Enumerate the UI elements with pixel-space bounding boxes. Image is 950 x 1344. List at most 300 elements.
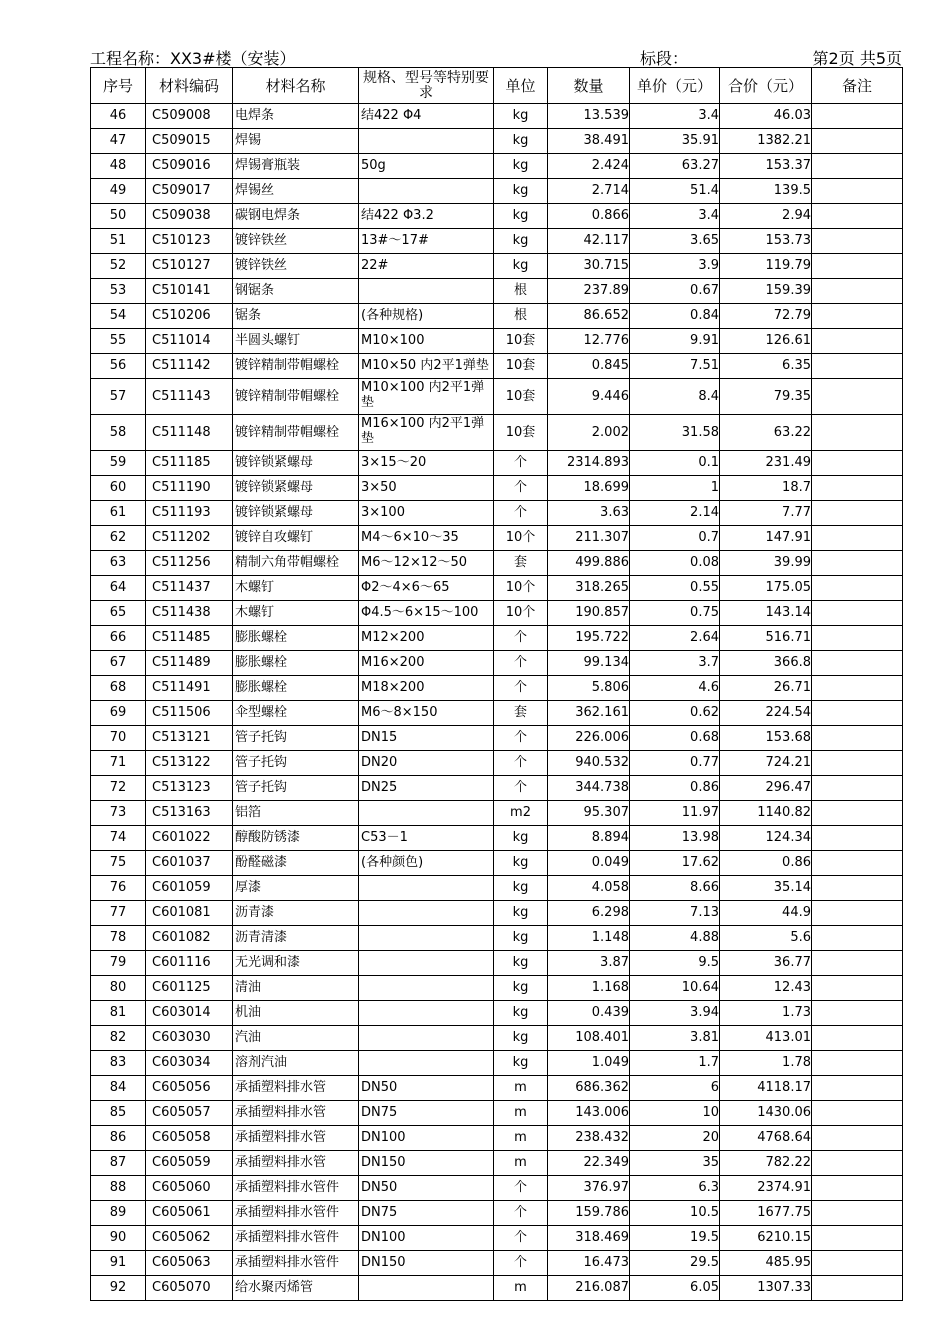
total-price-cell: 1.73 — [720, 1001, 812, 1026]
specification-cell: M6～12×12～50 — [359, 551, 494, 576]
row-number-cell: 71 — [91, 751, 146, 776]
material-name-cell: 清油 — [233, 976, 359, 1001]
unit-price-cell: 6.05 — [630, 1276, 720, 1301]
unit-price-cell: 1 — [630, 476, 720, 501]
table-row — [91, 501, 903, 526]
material-name-cell: 镀锌锁紧螺母 — [233, 451, 359, 476]
row-number-cell: 66 — [91, 626, 146, 651]
unit-price-cell: 0.68 — [630, 726, 720, 751]
table-row — [91, 1251, 903, 1276]
quantity-cell: 226.006 — [548, 726, 630, 751]
remarks-cell — [812, 701, 903, 726]
unit-cell: kg — [494, 1026, 548, 1051]
specification-cell: DN25 — [359, 776, 494, 801]
unit-cell: m — [494, 1151, 548, 1176]
unit-cell: 个 — [494, 626, 548, 651]
unit-price-cell: 0.62 — [630, 701, 720, 726]
material-code-cell: C511190 — [146, 476, 233, 501]
quantity-cell: 6.298 — [548, 901, 630, 926]
unit-cell: kg — [494, 1001, 548, 1026]
specification-cell: DN150 — [359, 1251, 494, 1276]
total-price-cell: 366.8 — [720, 651, 812, 676]
remarks-cell — [812, 651, 903, 676]
quantity-cell: 1.148 — [548, 926, 630, 951]
section-label: 标段： — [640, 49, 689, 68]
specification-cell: 结422 Φ3.2 — [359, 204, 494, 229]
material-name-cell: 镀锌精制带帽螺栓 — [233, 379, 359, 415]
material-name-cell: 溶剂汽油 — [233, 1051, 359, 1076]
material-code-cell: C510123 — [146, 229, 233, 254]
row-number-cell: 80 — [91, 976, 146, 1001]
specification-cell: 22# — [359, 254, 494, 279]
material-code-cell: C603030 — [146, 1026, 233, 1051]
unit-cell: m — [494, 1126, 548, 1151]
remarks-cell — [812, 601, 903, 626]
remarks-cell — [812, 1101, 903, 1126]
table-row — [91, 354, 903, 379]
specification-cell: Φ4.5～6×15～100 — [359, 601, 494, 626]
total-price-cell: 2.94 — [720, 204, 812, 229]
row-number-cell: 52 — [91, 254, 146, 279]
row-number-cell: 68 — [91, 676, 146, 701]
unit-cell: 个 — [494, 776, 548, 801]
unit-price-cell: 4.88 — [630, 926, 720, 951]
remarks-cell — [812, 1076, 903, 1101]
quantity-cell: 3.63 — [548, 501, 630, 526]
total-price-cell: 7.77 — [720, 501, 812, 526]
unit-price-cell: 35 — [630, 1151, 720, 1176]
unit-cell: 10套 — [494, 329, 548, 354]
remarks-cell — [812, 776, 903, 801]
unit-price-cell: 19.5 — [630, 1226, 720, 1251]
remarks-cell — [812, 676, 903, 701]
unit-cell: m — [494, 1101, 548, 1126]
unit-cell: 10套 — [494, 415, 548, 451]
unit-cell: kg — [494, 951, 548, 976]
row-number-cell: 55 — [91, 329, 146, 354]
unit-cell: kg — [494, 204, 548, 229]
total-price-cell: 296.47 — [720, 776, 812, 801]
unit-cell: 10个 — [494, 576, 548, 601]
quantity-cell: 99.134 — [548, 651, 630, 676]
material-code-cell: C511185 — [146, 451, 233, 476]
material-code-cell: C601037 — [146, 851, 233, 876]
unit-cell: 个 — [494, 1226, 548, 1251]
unit-price-cell: 0.55 — [630, 576, 720, 601]
row-number-cell: 54 — [91, 304, 146, 329]
row-number-cell: 64 — [91, 576, 146, 601]
quantity-cell: 0.049 — [548, 851, 630, 876]
specification-cell — [359, 179, 494, 204]
unit-price-cell: 13.98 — [630, 826, 720, 851]
material-name-cell: 膨胀螺栓 — [233, 676, 359, 701]
material-name-cell: 承插塑料排水管 — [233, 1101, 359, 1126]
total-price-cell: 119.79 — [720, 254, 812, 279]
total-price-cell: 1.78 — [720, 1051, 812, 1076]
unit-price-cell: 63.27 — [630, 154, 720, 179]
material-name-cell: 木螺钉 — [233, 601, 359, 626]
unit-cell: kg — [494, 179, 548, 204]
specification-cell: 3×100 — [359, 501, 494, 526]
material-code-cell: C509038 — [146, 204, 233, 229]
material-name-cell: 承插塑料排水管 — [233, 1076, 359, 1101]
quantity-cell: 318.265 — [548, 576, 630, 601]
unit-price-cell: 2.14 — [630, 501, 720, 526]
unit-cell: 套 — [494, 701, 548, 726]
table-row — [91, 826, 903, 851]
quantity-cell: 143.006 — [548, 1101, 630, 1126]
quantity-cell: 940.532 — [548, 751, 630, 776]
unit-price-cell: 1.7 — [630, 1051, 720, 1076]
material-code-cell: C513123 — [146, 776, 233, 801]
material-name-cell: 焊锡丝 — [233, 179, 359, 204]
material-code-cell: C511437 — [146, 576, 233, 601]
table-row — [91, 676, 903, 701]
materials-table — [90, 67, 903, 1301]
specification-cell: M16×200 — [359, 651, 494, 676]
material-name-cell: 膨胀螺栓 — [233, 626, 359, 651]
row-number-cell: 70 — [91, 726, 146, 751]
unit-price-cell: 3.7 — [630, 651, 720, 676]
total-price-cell: 26.71 — [720, 676, 812, 701]
specification-cell: M10×100 — [359, 329, 494, 354]
row-number-cell: 63 — [91, 551, 146, 576]
row-number-cell: 77 — [91, 901, 146, 926]
row-number-cell: 72 — [91, 776, 146, 801]
material-name-cell: 酚醛磁漆 — [233, 851, 359, 876]
total-price-cell: 175.05 — [720, 576, 812, 601]
specification-cell — [359, 876, 494, 901]
remarks-cell — [812, 1151, 903, 1176]
total-price-cell: 143.14 — [720, 601, 812, 626]
table-row — [91, 1226, 903, 1251]
quantity-cell: 237.89 — [548, 279, 630, 304]
material-name-cell: 电焊条 — [233, 104, 359, 129]
unit-price-cell: 3.65 — [630, 229, 720, 254]
table-row — [91, 451, 903, 476]
row-number-cell: 87 — [91, 1151, 146, 1176]
remarks-cell — [812, 801, 903, 826]
specification-cell: 50g — [359, 154, 494, 179]
material-name-cell: 铝箔 — [233, 801, 359, 826]
unit-price-cell: 17.62 — [630, 851, 720, 876]
table-row — [91, 1151, 903, 1176]
specification-cell: M10×100 内2平1弹垫 — [359, 379, 494, 415]
remarks-cell — [812, 1001, 903, 1026]
page-indicator: 第2页 共5页 — [812, 49, 902, 68]
total-price-cell: 12.43 — [720, 976, 812, 1001]
total-price-cell: 2374.91 — [720, 1176, 812, 1201]
col-header-name: 材料名称 — [233, 68, 359, 104]
total-price-cell: 1140.82 — [720, 801, 812, 826]
specification-cell — [359, 129, 494, 154]
material-code-cell: C513122 — [146, 751, 233, 776]
material-name-cell: 承插塑料排水管件 — [233, 1226, 359, 1251]
total-price-cell: 724.21 — [720, 751, 812, 776]
unit-cell: 个 — [494, 1176, 548, 1201]
specification-cell: M10×50 内2平1弹垫 — [359, 354, 494, 379]
unit-price-cell: 29.5 — [630, 1251, 720, 1276]
table-row — [91, 1176, 903, 1201]
specification-cell: 结422 Φ4 — [359, 104, 494, 129]
row-number-cell: 73 — [91, 801, 146, 826]
material-name-cell: 承插塑料排水管件 — [233, 1251, 359, 1276]
total-price-cell: 139.5 — [720, 179, 812, 204]
material-code-cell: C511438 — [146, 601, 233, 626]
remarks-cell — [812, 1026, 903, 1051]
col-header-unit-price: 单价（元） — [630, 68, 720, 104]
material-code-cell: C510127 — [146, 254, 233, 279]
material-code-cell: C509017 — [146, 179, 233, 204]
material-code-cell: C511202 — [146, 526, 233, 551]
remarks-cell — [812, 1126, 903, 1151]
total-price-cell: 4768.64 — [720, 1126, 812, 1151]
row-number-cell: 62 — [91, 526, 146, 551]
quantity-cell: 0.866 — [548, 204, 630, 229]
material-code-cell: C601081 — [146, 901, 233, 926]
unit-cell: 个 — [494, 751, 548, 776]
unit-price-cell: 0.1 — [630, 451, 720, 476]
table-row — [91, 1076, 903, 1101]
unit-cell: 根 — [494, 304, 548, 329]
col-header-quantity: 数量 — [548, 68, 630, 104]
remarks-cell — [812, 576, 903, 601]
specification-cell: Φ2～4×6～65 — [359, 576, 494, 601]
quantity-cell: 318.469 — [548, 1226, 630, 1251]
total-price-cell: 153.73 — [720, 229, 812, 254]
specification-cell: M12×200 — [359, 626, 494, 651]
table-row — [91, 626, 903, 651]
row-number-cell: 78 — [91, 926, 146, 951]
material-name-cell: 承插塑料排水管件 — [233, 1201, 359, 1226]
quantity-cell: 1.168 — [548, 976, 630, 1001]
specification-cell — [359, 976, 494, 1001]
total-price-cell: 516.71 — [720, 626, 812, 651]
row-number-cell: 86 — [91, 1126, 146, 1151]
specification-cell: DN75 — [359, 1101, 494, 1126]
material-code-cell: C510206 — [146, 304, 233, 329]
unit-price-cell: 0.08 — [630, 551, 720, 576]
material-code-cell: C511142 — [146, 354, 233, 379]
unit-price-cell: 35.91 — [630, 129, 720, 154]
row-number-cell: 49 — [91, 179, 146, 204]
table-row — [91, 551, 903, 576]
material-code-cell: C605061 — [146, 1201, 233, 1226]
quantity-cell: 12.776 — [548, 329, 630, 354]
table-row — [91, 1126, 903, 1151]
remarks-cell — [812, 826, 903, 851]
material-code-cell: C511506 — [146, 701, 233, 726]
unit-cell: 个 — [494, 451, 548, 476]
unit-cell: 个 — [494, 676, 548, 701]
table-row — [91, 876, 903, 901]
row-number-cell: 50 — [91, 204, 146, 229]
material-name-cell: 承插塑料排水管 — [233, 1126, 359, 1151]
material-name-cell: 半圆头螺钉 — [233, 329, 359, 354]
table-row — [91, 976, 903, 1001]
material-name-cell: 汽油 — [233, 1026, 359, 1051]
quantity-cell: 0.845 — [548, 354, 630, 379]
total-price-cell: 6.35 — [720, 354, 812, 379]
quantity-cell: 5.806 — [548, 676, 630, 701]
remarks-cell — [812, 1201, 903, 1226]
unit-price-cell: 10.64 — [630, 976, 720, 1001]
table-row — [91, 751, 903, 776]
unit-cell: 个 — [494, 1201, 548, 1226]
total-price-cell: 485.95 — [720, 1251, 812, 1276]
table-row — [91, 279, 903, 304]
total-price-cell: 1430.06 — [720, 1101, 812, 1126]
material-name-cell: 镀锌精制带帽螺栓 — [233, 354, 359, 379]
col-header-unit: 单位 — [494, 68, 548, 104]
material-code-cell: C605060 — [146, 1176, 233, 1201]
unit-cell: 个 — [494, 651, 548, 676]
unit-price-cell: 6.3 — [630, 1176, 720, 1201]
material-name-cell: 机油 — [233, 1001, 359, 1026]
total-price-cell: 1382.21 — [720, 129, 812, 154]
remarks-cell — [812, 501, 903, 526]
material-code-cell: C511014 — [146, 329, 233, 354]
unit-cell: m2 — [494, 801, 548, 826]
total-price-cell: 18.7 — [720, 476, 812, 501]
material-name-cell: 精制六角带帽螺栓 — [233, 551, 359, 576]
quantity-cell: 2.424 — [548, 154, 630, 179]
unit-cell: kg — [494, 129, 548, 154]
unit-price-cell: 7.13 — [630, 901, 720, 926]
specification-cell: DN20 — [359, 751, 494, 776]
project-name: 工程名称：XX3#楼（安装） — [90, 49, 296, 68]
remarks-cell — [812, 951, 903, 976]
total-price-cell: 36.77 — [720, 951, 812, 976]
quantity-cell: 22.349 — [548, 1151, 630, 1176]
unit-price-cell: 0.7 — [630, 526, 720, 551]
total-price-cell: 413.01 — [720, 1026, 812, 1051]
remarks-cell — [812, 415, 903, 451]
unit-cell: m — [494, 1276, 548, 1301]
table-row — [91, 179, 903, 204]
quantity-cell: 95.307 — [548, 801, 630, 826]
table-row — [91, 204, 903, 229]
quantity-cell: 216.087 — [548, 1276, 630, 1301]
unit-cell: m — [494, 1076, 548, 1101]
remarks-cell — [812, 976, 903, 1001]
table-row — [91, 229, 903, 254]
remarks-cell — [812, 354, 903, 379]
unit-cell: kg — [494, 851, 548, 876]
row-number-cell: 46 — [91, 104, 146, 129]
material-code-cell: C601116 — [146, 951, 233, 976]
unit-cell: 10个 — [494, 526, 548, 551]
material-code-cell: C605059 — [146, 1151, 233, 1176]
material-name-cell: 伞型螺栓 — [233, 701, 359, 726]
material-code-cell: C605062 — [146, 1226, 233, 1251]
quantity-cell: 18.699 — [548, 476, 630, 501]
specification-cell — [359, 1001, 494, 1026]
row-number-cell: 57 — [91, 379, 146, 415]
unit-price-cell: 20 — [630, 1126, 720, 1151]
specification-cell — [359, 801, 494, 826]
material-name-cell: 承插塑料排水管 — [233, 1151, 359, 1176]
table-row — [91, 901, 903, 926]
unit-cell: kg — [494, 876, 548, 901]
total-price-cell: 44.9 — [720, 901, 812, 926]
quantity-cell: 3.87 — [548, 951, 630, 976]
row-number-cell: 83 — [91, 1051, 146, 1076]
quantity-cell: 211.307 — [548, 526, 630, 551]
material-code-cell: C605056 — [146, 1076, 233, 1101]
material-code-cell: C511256 — [146, 551, 233, 576]
unit-price-cell: 8.66 — [630, 876, 720, 901]
remarks-cell — [812, 304, 903, 329]
col-header-no: 序号 — [91, 68, 146, 104]
material-name-cell: 厚漆 — [233, 876, 359, 901]
table-row — [91, 801, 903, 826]
total-price-cell: 147.91 — [720, 526, 812, 551]
unit-cell: 个 — [494, 476, 548, 501]
row-number-cell: 48 — [91, 154, 146, 179]
specification-cell — [359, 1051, 494, 1076]
row-number-cell: 88 — [91, 1176, 146, 1201]
material-name-cell: 镀锌铁丝 — [233, 229, 359, 254]
unit-cell: 10个 — [494, 601, 548, 626]
unit-price-cell: 51.4 — [630, 179, 720, 204]
row-number-cell: 59 — [91, 451, 146, 476]
table-row — [91, 1051, 903, 1076]
unit-price-cell: 3.4 — [630, 204, 720, 229]
material-code-cell: C511148 — [146, 415, 233, 451]
material-name-cell: 钢锯条 — [233, 279, 359, 304]
total-price-cell: 6210.15 — [720, 1226, 812, 1251]
total-price-cell: 72.79 — [720, 304, 812, 329]
unit-price-cell: 11.97 — [630, 801, 720, 826]
quantity-cell: 108.401 — [548, 1026, 630, 1051]
unit-cell: kg — [494, 826, 548, 851]
total-price-cell: 224.54 — [720, 701, 812, 726]
quantity-cell: 0.439 — [548, 1001, 630, 1026]
total-price-cell: 124.34 — [720, 826, 812, 851]
material-name-cell: 焊锡膏瓶装 — [233, 154, 359, 179]
material-code-cell: C511485 — [146, 626, 233, 651]
unit-price-cell: 0.67 — [630, 279, 720, 304]
specification-cell — [359, 901, 494, 926]
row-number-cell: 69 — [91, 701, 146, 726]
quantity-cell: 159.786 — [548, 1201, 630, 1226]
specification-cell: 3×50 — [359, 476, 494, 501]
table-row — [91, 154, 903, 179]
table-row — [91, 1201, 903, 1226]
unit-cell: kg — [494, 976, 548, 1001]
table-row — [91, 701, 903, 726]
row-number-cell: 61 — [91, 501, 146, 526]
unit-cell: kg — [494, 229, 548, 254]
unit-cell: 10套 — [494, 354, 548, 379]
specification-cell: C53－1 — [359, 826, 494, 851]
remarks-cell — [812, 476, 903, 501]
specification-cell: M16×100 内2平1弹垫 — [359, 415, 494, 451]
unit-price-cell: 3.4 — [630, 104, 720, 129]
row-number-cell: 92 — [91, 1276, 146, 1301]
col-header-remarks: 备注 — [812, 68, 903, 104]
unit-price-cell: 6 — [630, 1076, 720, 1101]
quantity-cell: 2314.893 — [548, 451, 630, 476]
material-code-cell: C509015 — [146, 129, 233, 154]
material-code-cell: C510141 — [146, 279, 233, 304]
material-name-cell: 镀锌铁丝 — [233, 254, 359, 279]
remarks-cell — [812, 229, 903, 254]
row-number-cell: 91 — [91, 1251, 146, 1276]
total-price-cell: 153.37 — [720, 154, 812, 179]
material-code-cell: C605063 — [146, 1251, 233, 1276]
